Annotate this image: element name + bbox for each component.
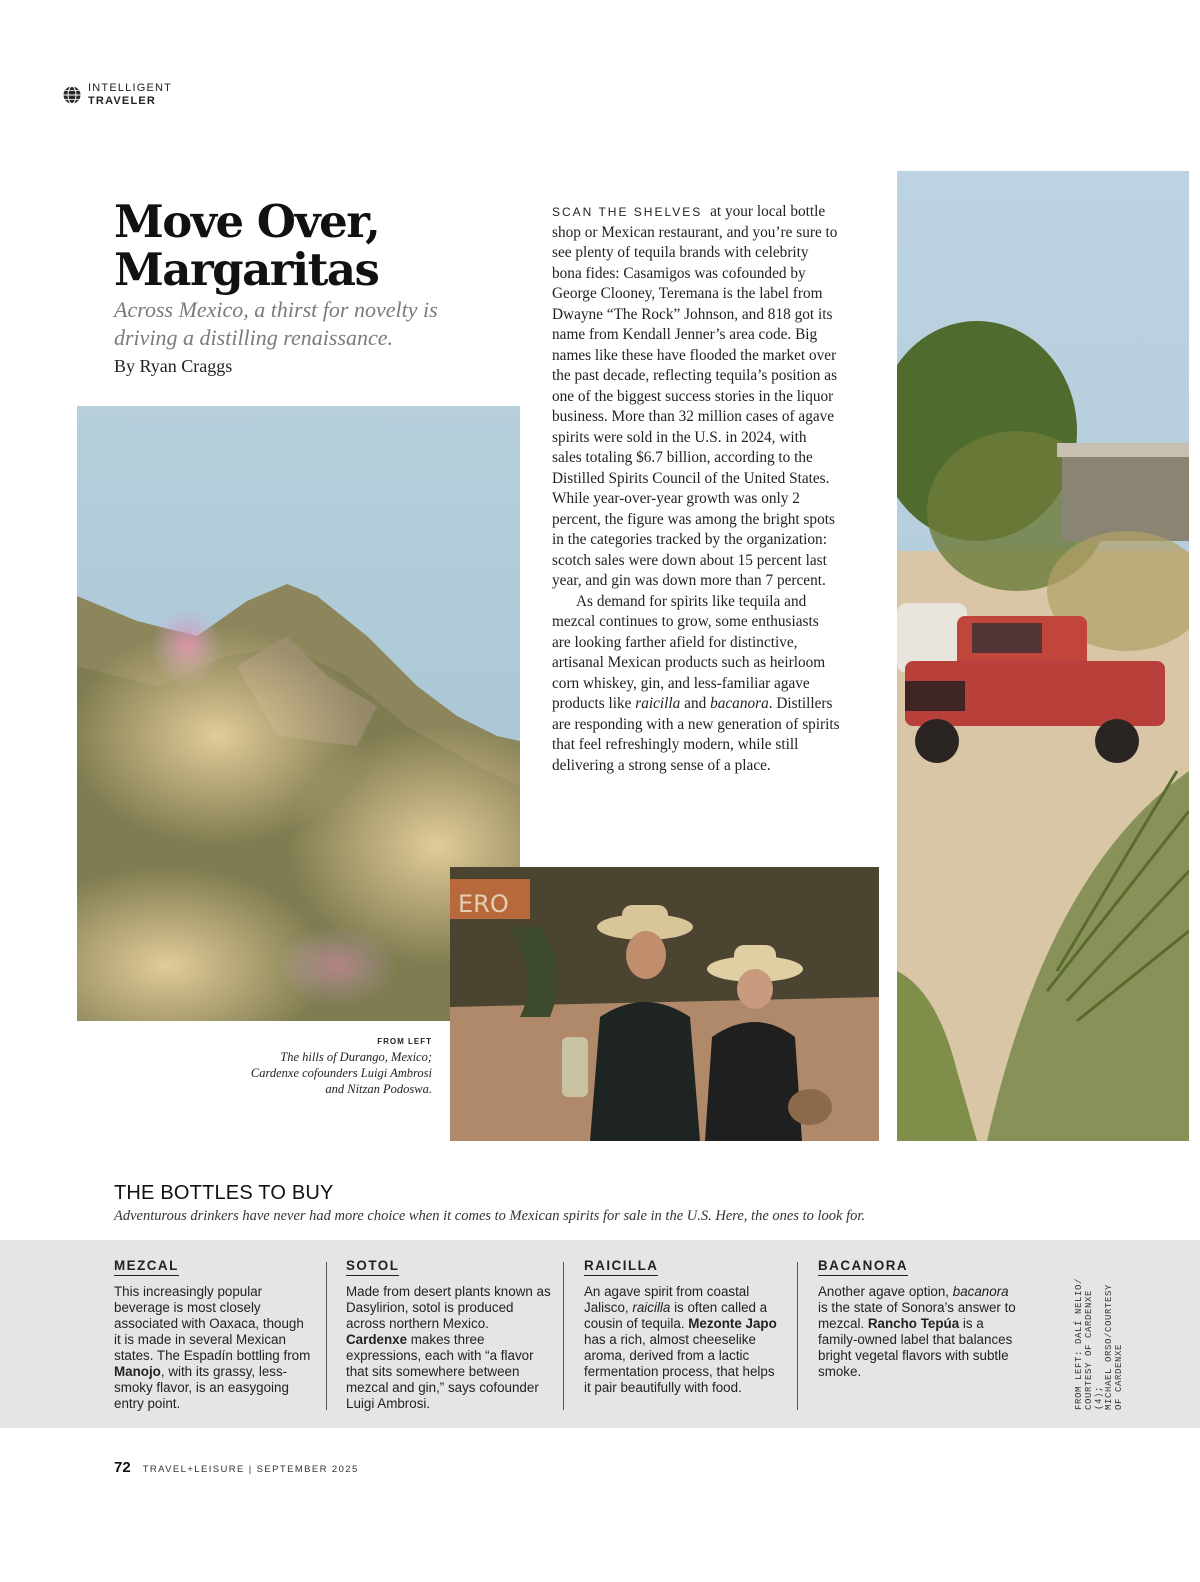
paragraph-2-text-a: As demand for spirits like tequila and mezcal continues to grow, some enthusiasts are looking farther afield for distinctive, artisanal Mexican products such as heirloom corn whiskey, gin, and less-familiar agave products like — [552, 592, 826, 712]
mezcal-text — [114, 1284, 314, 1412]
paragraph-2-text-b: . Distillers are responding with a new generation of spirits that feel refreshingly modern, while still delivering a strong sense of a place. — [552, 695, 840, 774]
sotol-heading: SOTOL — [346, 1258, 399, 1276]
mezcal-text-b: , with its grassy, less-smoky flavor, is an easygoing entry point. — [114, 1364, 289, 1411]
paragraph-2 — [552, 592, 840, 777]
dek: Across Mexico, a thirst for novelty is driving a distilling renaissance. — [114, 297, 438, 350]
paragraph-1-text: at your local bottle shop or Mexican restaurant, and you’re sure to see plenty of tequila brands with celebrity bona fides: Casamigos was cofounded by George Clooney, Teremana is the label from Dwayne “The Rock” Johnson, and 818 got its name from Kendall Jenner’s area code. Big names like these have flooded the market over the past decade, reflecting tequila’s position as one of the biggest success stories in the liquor business. More than 32 million cases of agave spirits were sold in the U.S. in 2024, with sales totaling $6.7 billion, according to the Distilled Spirits Council of the United States. While year-over-year growth was only 2 percent, the figure was among the bright spots in the categories tracked by the organization: scotch sales were down about 15 percent last year, and gin was down more than 7 percent. — [552, 203, 838, 589]
globe-icon — [62, 85, 82, 105]
mezcal-text-a: This increasingly popular beverage is most closely associated with Oaxaca, though it is made in several Mexican states. The Espadín bottling from — [114, 1284, 311, 1363]
bottle-column-mezcal — [114, 1258, 314, 1412]
sotol-text-b: makes three expressions, each with “a flavor that sits somewhere between mezcal and gin,” says cofounder Luigi Ambrosi. — [346, 1332, 539, 1411]
bottle-column-bacanora — [818, 1258, 1018, 1380]
raicilla-text-a: An agave spirit from coastal Jalisco, — [584, 1284, 750, 1315]
raicilla-text-b: is often called a cousin of tequila. — [584, 1300, 768, 1331]
caption-text: The hills of Durango, Mexico; Cardenxe cofounders Luigi Ambrosi and Nitzan Podoswa. — [250, 1050, 432, 1096]
bacanora-brand: Rancho Tepúa — [867, 1316, 960, 1331]
sotol-text-a: Made from desert plants known as Dasylirion, sotol is produced across northern Mexico. — [346, 1284, 551, 1331]
photo-credit — [1074, 1270, 1124, 1410]
column-divider — [563, 1262, 564, 1410]
photo-cardenxe-cofounders — [450, 867, 879, 1141]
raicilla-text-c: has a rich, almost cheeselike aroma, derived from a lactic fermentation process, that helps it pair beautifully with food. — [584, 1332, 775, 1395]
sotol-brand: Cardenxe — [346, 1332, 408, 1347]
page-number: 72 — [114, 1459, 131, 1476]
section-label — [62, 82, 172, 108]
article-body — [552, 202, 840, 776]
bacanora-heading: BACANORA — [818, 1258, 908, 1276]
section-label-line1: INTELLIGENT — [88, 82, 173, 94]
column-divider — [797, 1262, 798, 1410]
paragraph-1 — [552, 202, 840, 592]
bottles-subtitle: Adventurous drinkers have never had more choice when it comes to Mexican spirits for sale in the U.S. Here, the ones to look for. — [114, 1208, 866, 1224]
headline: Move Over, Margaritas — [114, 195, 380, 296]
paragraph-2-and: and — [684, 695, 707, 712]
raicilla-italic: raicilla — [632, 1300, 671, 1315]
raicilla-brand: Mezonte Japo — [688, 1316, 777, 1331]
bacanora-text — [818, 1284, 1018, 1380]
svg-text:ERO: ERO — [458, 890, 509, 918]
mezcal-brand: Manojo — [114, 1364, 161, 1379]
bacanora-text-a: Another agave option, — [818, 1284, 950, 1299]
sotol-text — [346, 1284, 551, 1412]
caption-label: FROM LEFT — [377, 1037, 432, 1046]
bacanora-text-c: is a family-owned label that balances bright vegetal flavors with subtle smoke. — [818, 1316, 1013, 1379]
credit-line: OF CARDENXE — [1114, 1343, 1124, 1410]
credit-line: FROM LEFT: DALÍ NELIO/ — [1074, 1277, 1084, 1410]
bacanora-text-b: is the state of Sonora’s answer to mezcal. — [818, 1300, 1016, 1331]
page-footer — [114, 1459, 359, 1476]
lead-in: SCAN THE SHELVES — [552, 205, 703, 219]
photo-caption — [248, 1037, 432, 1097]
bottle-column-raicilla — [584, 1258, 784, 1396]
credit-line: MICHAEL ORSO/COURTESY — [1104, 1283, 1114, 1410]
mezcal-heading: MEZCAL — [114, 1258, 179, 1276]
raicilla-text — [584, 1284, 784, 1396]
section-label-line2: TRAVELER — [88, 95, 157, 107]
bacanora-term: bacanora — [710, 695, 769, 712]
bottles-title: THE BOTTLES TO BUY — [114, 1182, 334, 1204]
raicilla-heading: RAICILLA — [584, 1258, 658, 1276]
photo-red-truck — [897, 171, 1189, 1141]
column-divider — [326, 1262, 327, 1410]
byline: By Ryan Craggs — [114, 356, 233, 376]
credit-line: COURTESY OF CARDENXE (4); — [1084, 1289, 1104, 1410]
bottle-column-sotol — [346, 1258, 551, 1412]
bacanora-italic: bacanora — [952, 1284, 1009, 1299]
raicilla-term: raicilla — [635, 695, 681, 712]
publication-info: TRAVEL+LEISURE | SEPTEMBER 2025 — [142, 1464, 359, 1475]
